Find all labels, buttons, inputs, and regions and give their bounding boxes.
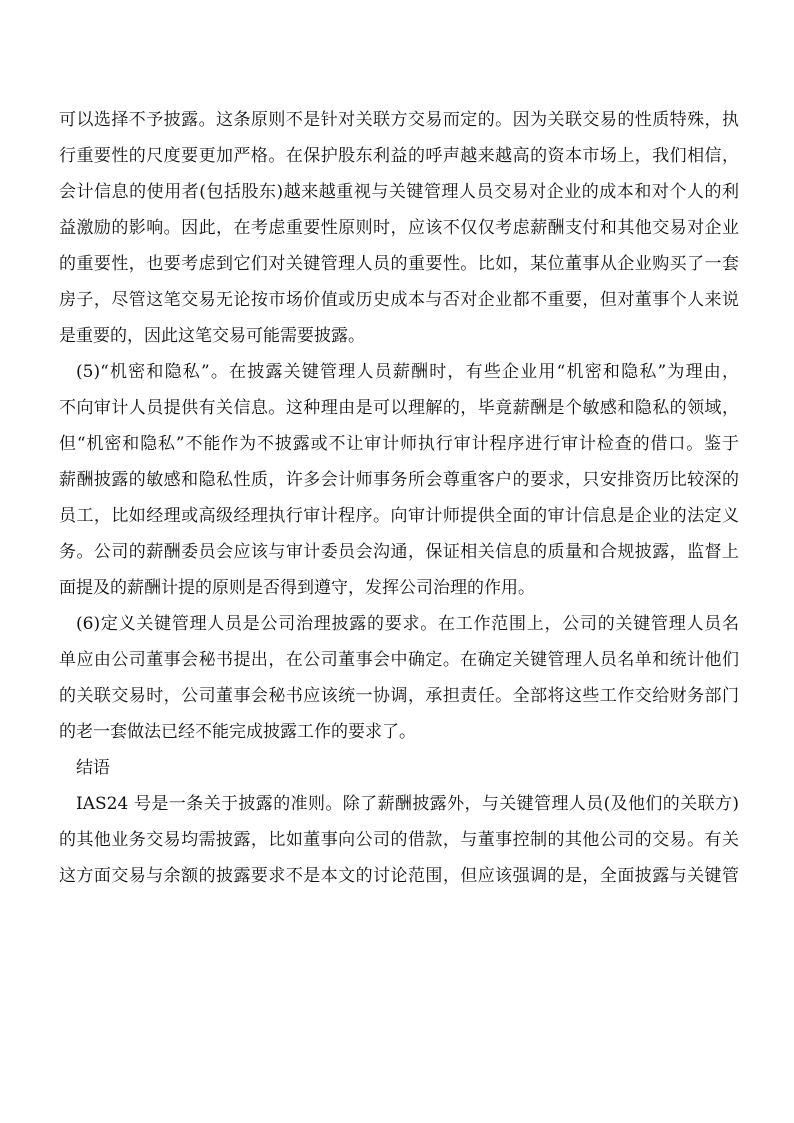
text-line: (6)定义关键管理人员是公司治理披露的要求。在工作范围上，公司的关键管理人员名: [76, 614, 739, 634]
paragraph-conclusion: [59, 786, 739, 894]
section-heading-conclusion: [59, 750, 739, 786]
text-line: 的老一套做法已经不能完成披露工作的要求了。: [59, 722, 416, 742]
text-line: 员工，比如经理或高级经理执行审计程序。向审计师提供全面的审计信息是企业的法定义: [59, 506, 739, 526]
text-line: 这方面交易与余额的披露要求不是本文的讨论范围，但应该强调的是，全面披露与关键管: [59, 866, 739, 886]
paragraph-materiality: [59, 102, 739, 354]
text-line: IAS24 号是一条关于披露的准则。除了薪酬披露外，与关键管理人员(及他们的关联方): [76, 794, 739, 814]
text-line: 益激励的影响。因此，在考虑重要性原则时，应该不仅仅考虑薪酬支付和其他交易对企业: [59, 218, 739, 238]
text-line: 但“机密和隐私”不能作为不披露或不让审计师执行审计程序进行审计检查的借口。鉴于: [59, 434, 739, 454]
text-line: 不向审计人员提供有关信息。这种理由是可以理解的，毕竟薪酬是个敏感和隐私的领域，: [59, 398, 739, 418]
text-line: 务。公司的薪酬委员会应该与审计委员会沟通，保证相关信息的质量和合规披露，监督上: [59, 542, 739, 562]
text-line: 的其他业务交易均需披露，比如董事向公司的借款，与董事控制的其他公司的交易。有关: [59, 830, 739, 850]
paragraph-confidentiality: [59, 354, 739, 606]
text-line: (5)“机密和隐私”。在披露关键管理人员薪酬时，有些企业用“机密和隐私”为理由，: [76, 362, 739, 382]
text-line: 面提及的薪酬计提的原则是否得到遵守，发挥公司治理的作用。: [59, 578, 535, 598]
text-line: 单应由公司董事会秘书提出，在公司董事会中确定。在确定关键管理人员名单和统计他们: [59, 650, 739, 670]
paragraph-key-management-definition: [59, 606, 739, 750]
text-line: 房子，尽管这笔交易无论按市场价值或历史成本与否对企业都不重要，但对董事个人来说: [59, 290, 739, 310]
text-line: 的重要性，也要考虑到它们对关键管理人员的重要性。比如，某位董事从企业购买了一套: [59, 254, 739, 274]
section-heading: 结语: [76, 758, 110, 778]
text-line: 是重要的，因此这笔交易可能需要披露。: [59, 326, 365, 346]
text-line: 的关联交易时，公司董事会秘书应该统一协调，承担责任。全部将这些工作交给财务部门: [59, 686, 739, 706]
text-line: 可以选择不予披露。这条原则不是针对关联方交易而定的。因为关联交易的性质特殊，执: [59, 110, 739, 130]
text-line: 会计信息的使用者(包括股东)越来越重视与关键管理人员交易对企业的成本和对个人的利: [59, 182, 739, 202]
text-line: 薪酬披露的敏感和隐私性质，许多会计师事务所会尊重客户的要求，只安排资历比较深的: [59, 470, 739, 490]
document-page: [59, 102, 739, 894]
text-line: 行重要性的尺度要更加严格。在保护股东利益的呼声越来越高的资本市场上，我们相信，: [59, 146, 739, 166]
